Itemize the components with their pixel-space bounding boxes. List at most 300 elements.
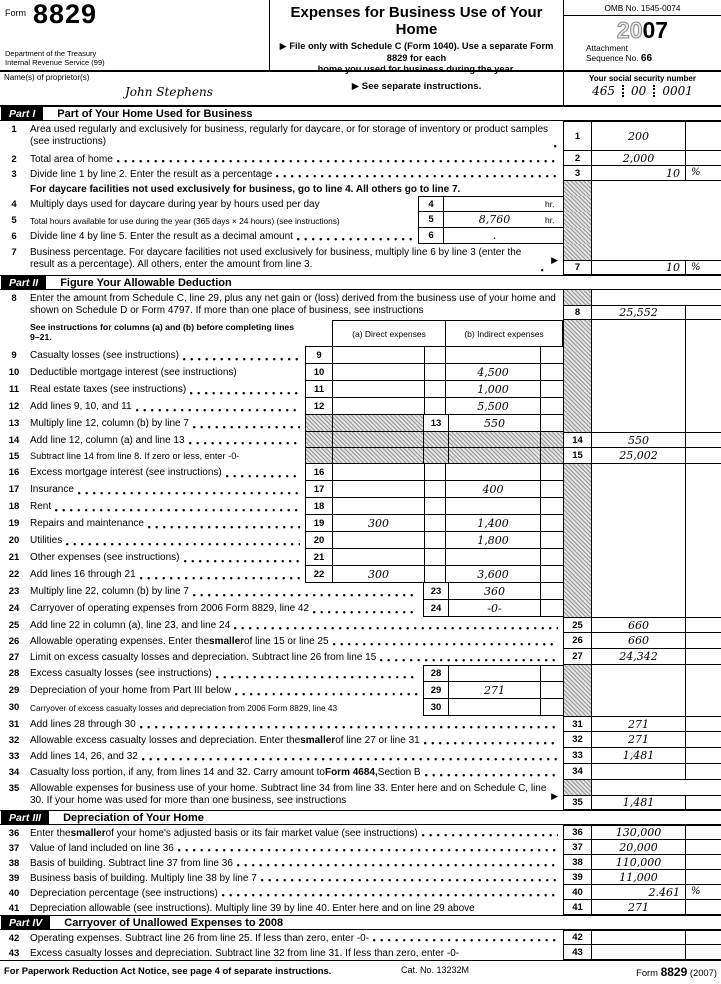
line-28-box-number: 28 [423,665,448,682]
part-tab: Part IV [1,916,50,929]
form-row-14 [0,432,721,448]
right-blank-cell [592,212,721,228]
form-row-35 [0,780,721,810]
part-tab: Part I [1,107,43,120]
line-25-amount-cents[interactable] [685,617,721,633]
label-text: Divide line 4 by line 5. Enter the result as a decimal amount [30,230,293,242]
right-blank-cell [592,549,685,566]
label-text: Depreciation allowable (see instructions). Multiply line 39 by line 40. Enter here and on line 29 above [30,902,475,914]
line-10-indirect-cents[interactable] [540,364,563,381]
omb-number: OMB No. 1545-0074 [564,0,721,16]
line-39-amount-cents[interactable] [685,870,721,885]
line-33-amount[interactable]: 1,481 [592,748,685,764]
line-30-box-number: 30 [423,699,448,716]
dot-leader [425,767,558,778]
ssn-part-1[interactable]: 465 [592,84,616,98]
line-12-indirect-value[interactable]: 5,500 [445,398,540,415]
line-33-amount-cents[interactable] [685,748,721,764]
line-17-indirect-cents[interactable] [540,481,563,498]
form-row-19 [0,515,721,532]
catalog-number: Cat. No. 13232M [401,965,470,975]
label-text: Basis of building. Subtract line 37 from line 36 [30,857,233,869]
right-blank-cell [592,398,685,415]
line-15-amount[interactable]: 25,002 [592,448,685,464]
form-row-20 [0,532,721,549]
see-instructions-note: ▶ See separate instructions. [351,80,482,92]
line-7-right-group [563,244,721,275]
line-24-value[interactable]: -0- [448,600,540,617]
form-body [0,106,721,960]
line-25-label [28,617,563,633]
line-36-amount-cents[interactable] [685,825,721,840]
line-27-amount[interactable]: 24,342 [592,649,685,665]
line-20-direct-value[interactable] [332,532,424,549]
line-24-label [28,600,423,617]
part-tab: Part III [1,811,49,824]
right-blank-cents [685,515,721,532]
line-8-number: 8 [11,292,17,304]
line-12-direct-cents[interactable] [424,398,445,415]
line-6-box-number: 6 [418,228,443,244]
line-41-amount-cents[interactable] [685,900,721,915]
line-16-indirect-cents[interactable] [540,464,563,481]
line-20-number: 20 [8,534,20,546]
omb-year-block [563,0,721,70]
right-blank-cell [592,566,685,583]
form-row-29 [0,682,721,699]
line-note-number [0,181,28,196]
line-38-amount-cents[interactable] [685,855,721,870]
hatch-cell [563,464,592,481]
label-text: For daycare facilities not used exclusively for business, go to line 4. All others go to line 7. [30,183,461,195]
line-41-right-number: 41 [563,900,592,915]
line-26-number: 26 [8,635,20,647]
label-text: smaller [70,827,106,839]
label-text: Rent [30,500,52,512]
line-13-cents[interactable] [540,415,563,432]
form-row-17 [0,481,721,498]
hatch-cell [540,448,563,464]
line-1-amount-cents[interactable] [685,121,721,151]
dot-leader [78,484,300,496]
line-37-amount[interactable]: 20,000 [592,840,685,855]
line-42-amount-cents[interactable] [685,930,721,945]
hatch-cell [563,532,592,549]
label-text: Add lines 9, 10, and 11 [30,400,132,412]
footer-form-id [571,965,721,984]
line-21-direct-value[interactable] [332,549,424,566]
line-21-direct-cents[interactable] [424,549,445,566]
form-number: 8829 [33,0,98,29]
line-6-label [28,228,418,244]
line-5-unit: hr. [545,214,555,225]
line-32-amount-cents[interactable] [685,732,721,748]
line-2-amount-cents[interactable] [685,151,721,166]
dot-leader [189,435,300,446]
line-11-direct-cents[interactable] [424,381,445,398]
line-22-direct-value[interactable]: 300 [332,566,424,583]
hatch-cell [332,448,423,464]
form-row-31 [0,716,721,732]
part-band-part-iv [0,915,721,930]
line-7-number: 7 [11,246,17,258]
line-24-cents[interactable] [540,600,563,617]
line-16-indirect-value[interactable] [445,464,540,481]
line-35-right-number: 35 [563,795,592,810]
line-22-indirect-value[interactable]: 3,600 [445,566,540,583]
hatch-cell [563,196,592,212]
dot-leader [333,636,558,647]
form-row-27 [0,649,721,665]
attachment-label: Attachment [586,43,628,53]
label-text: Insurance [30,483,74,495]
dot-leader [373,933,558,943]
line-23-cents[interactable] [540,583,563,600]
line-24-number: 24 [8,602,20,614]
line-14-amount-cents[interactable] [685,432,721,448]
line-28-value[interactable] [448,665,540,682]
line-4-entry[interactable] [443,196,563,212]
label-text: Total hours available for use during the year (365 days × 24 hours) (see instructions) [30,216,340,226]
line-19-direct-value[interactable]: 300 [332,515,424,532]
dot-leader [142,751,558,762]
hatch-cell [563,498,592,515]
line-35-right-box [563,795,721,810]
line-11-indirect-cents[interactable] [540,381,563,398]
label-text: smaller [300,734,336,746]
line-19-direct-cents[interactable] [424,515,445,532]
dot-leader [422,828,558,838]
proprietor-name-value[interactable]: John Stephens [125,85,213,99]
line-10-indirect-value[interactable]: 4,500 [445,364,540,381]
right-blank-cell [592,290,721,305]
hatch-cell [563,699,592,716]
right-blank-cell [592,583,685,600]
line-3-amount-cents[interactable]: % [685,166,721,181]
line-3-label [28,166,563,181]
line-16-direct-value[interactable] [332,464,424,481]
line-19-box-number: 19 [305,515,332,532]
line-30-label [28,699,423,716]
line-8-amount[interactable]: 25,552 [592,305,685,320]
dot-leader [554,124,558,149]
line-43-amount-cents[interactable] [685,945,721,960]
line-20-box-number: 20 [305,532,332,549]
form-row-38 [0,855,721,870]
hatch-cell [563,290,592,305]
form-row-3 [0,166,721,181]
line-9-direct-cents[interactable] [424,347,445,364]
right-blank-cents [685,600,721,617]
line-18-indirect-value[interactable] [445,498,540,515]
form-row-11 [0,381,721,398]
line-21-indirect-cents[interactable] [540,549,563,566]
line-11-direct-value[interactable] [332,381,424,398]
line-43-amount[interactable] [592,945,685,960]
right-blank-cents [685,381,721,398]
right-arrow-icon: ▶ [551,255,558,266]
line-8-right-box [563,305,721,320]
line-35-number: 35 [8,782,20,794]
line-12-direct-value[interactable] [332,398,424,415]
right-blank-cell [592,181,721,196]
line-23-number: 23 [8,585,20,597]
line-30-cents[interactable] [540,699,563,716]
line-37-number: 37 [8,842,20,854]
right-blank-cents [685,682,721,699]
line-17-direct-value[interactable] [332,481,424,498]
line-26-amount-cents[interactable] [685,633,721,649]
right-arrow-icon: ▶ [551,790,558,801]
dot-leader [226,467,300,479]
form-title-block [270,0,563,92]
line-13-box-number: 13 [423,415,448,432]
line-28-cents[interactable] [540,665,563,682]
sequence-label [586,53,721,66]
right-blank-cell [592,381,685,398]
line-18-label [28,498,305,515]
line-4-label [28,196,418,212]
line-42-amount[interactable] [592,930,685,945]
right-blank-cents [685,481,721,498]
right-blank-cell [592,196,721,212]
line-21-number: 21 [8,551,20,563]
line-10-direct-cents[interactable] [424,364,445,381]
right-blank-cell [592,464,685,481]
line-43-number: 43 [8,947,20,959]
line-17-number: 17 [8,483,20,495]
line-1-amount[interactable]: 200 [592,121,685,151]
line-17-direct-cents[interactable] [424,481,445,498]
dot-leader [148,518,300,530]
line-20-indirect-value[interactable]: 1,800 [445,532,540,549]
line-21-label [28,549,305,566]
dot-leader [140,719,558,730]
hatch-cell [332,432,423,448]
line-38-number: 38 [8,857,20,869]
form-row-4 [0,196,721,212]
line-23-box-number: 23 [423,583,448,600]
dot-leader [55,501,300,513]
line-38-label [28,855,563,870]
ssn-part-3[interactable]: 0001 [653,85,700,97]
part-title: Part of Your Home Used for Business [57,107,253,120]
right-blank-cents [685,320,721,347]
label-text: Add line 22 in column (a), line 23, and line 24 [30,619,231,631]
line-5-number: 5 [11,214,17,226]
line-29-value[interactable]: 271 [448,682,540,699]
form-row-22 [0,566,721,583]
line-38-amount[interactable]: 110,000 [592,855,685,870]
dot-leader [183,350,300,362]
label-text: Multiply days used for daycare during year by hours used per day [30,198,320,210]
line-7-right-number: 7 [563,260,592,275]
line-18-direct-value[interactable] [332,498,424,515]
line-20-direct-cents[interactable] [424,532,445,549]
line-25-amount[interactable]: 660 [592,617,685,633]
hatch-cell [563,228,592,244]
form-row-note [0,320,721,347]
footer-form-year: (2007) [687,967,717,978]
part-title: Depreciation of Your Home [63,811,204,824]
label-text: Depreciation of your home from Part III below [30,684,232,696]
line-21-box-number: 21 [305,549,332,566]
label-text: Excess mortgage interest (see instructions) [30,466,222,478]
ssn-part-2[interactable]: 00 [622,85,653,97]
tax-year [564,19,721,42]
right-blank-cents [685,364,721,381]
line-2-amount[interactable]: 2,000 [592,151,685,166]
line-33-label [28,748,563,764]
label-text: Enter the [30,827,71,839]
line-17-label [28,481,305,498]
line-18-indirect-cents[interactable] [540,498,563,515]
label-text: Depreciation percentage (see instructions) [30,887,218,899]
right-blank-cents [685,532,721,549]
hatch-cell [540,432,563,448]
right-blank-cents [685,665,721,682]
line-1-number: 1 [11,123,17,135]
line-16-direct-cents[interactable] [424,464,445,481]
right-fill [563,780,721,795]
line-34-amount-cents[interactable] [685,764,721,780]
line-35-amount-cents[interactable] [685,795,721,810]
line-40-amount-cents[interactable]: % [685,885,721,900]
line-21-indirect-value[interactable] [445,549,540,566]
line-27-amount-cents[interactable] [685,649,721,665]
line-7-amount[interactable]: 10 [592,260,685,275]
line-19-label [28,515,305,532]
hatch-cell [423,448,448,464]
hatch-cell [305,432,332,448]
line-26-label [28,633,563,649]
line-36-amount[interactable]: 130,000 [592,825,685,840]
line-15-amount-cents[interactable] [685,448,721,464]
label-text: of line 27 or line 31 [335,734,420,746]
line-35-amount[interactable]: 1,481 [592,795,685,810]
line-37-label [28,840,563,855]
line-12-box-number: 12 [305,398,332,415]
line-31-amount[interactable]: 271 [592,716,685,732]
form-title: Expenses for Business Use of Your Home [290,4,543,38]
line-36-number: 36 [8,827,20,839]
hatch-cell [563,682,592,699]
line-4-number: 4 [11,198,17,210]
label-text: Excess casualty losses (see instructions) [30,667,212,679]
form-row-15 [0,448,721,464]
hatch-cell [563,347,592,364]
line-6-entry[interactable] [443,228,563,244]
line-41-number: 41 [8,902,20,914]
label-text: Utilities [30,534,63,546]
form-row-39 [0,870,721,885]
label-text: See instructions for columns (a) and (b) before completing lines 9–21. [30,322,295,342]
line-6-value[interactable]: . [492,229,497,242]
part-band-part-iii [0,810,721,825]
right-blank-cents [685,347,721,364]
ssn-value[interactable] [564,85,721,97]
dot-leader [184,552,300,564]
line-23-value[interactable]: 360 [448,583,540,600]
line-41-amount[interactable]: 271 [592,900,685,915]
dot-leader [216,668,418,680]
dot-leader [193,586,418,598]
label-text: Total area of home [30,153,113,165]
label-text: Add line 12, column (a) and line 13 [30,434,185,446]
line-9-indirect-value[interactable] [445,347,540,364]
form-subtitle [278,41,555,76]
right-blank-cents [685,498,721,515]
line-40-amount[interactable]: 2.461 [592,885,685,900]
label-text: Value of land included on line 36 [30,842,174,854]
line-19-indirect-value[interactable]: 1,400 [445,515,540,532]
form-number-block [0,0,270,70]
line-29-cents[interactable] [540,682,563,699]
line-17-indirect-value[interactable]: 400 [445,481,540,498]
line-1-label [28,121,563,151]
line-5-entry[interactable] [443,212,563,228]
line-29-label [28,682,423,699]
line-5-value[interactable]: 8,760 [478,213,511,226]
name-row [0,72,721,106]
line-22-direct-cents[interactable] [424,566,445,583]
line-11-number: 11 [8,383,20,395]
line-1-right-number: 1 [563,121,592,151]
line-32-amount[interactable]: 271 [592,732,685,748]
line-9-number: 9 [11,349,17,361]
line-37-right-number: 37 [563,840,592,855]
line-11-indirect-value[interactable]: 1,000 [445,381,540,398]
label-text: Casualty losses (see instructions) [30,349,179,361]
line-30-value[interactable] [448,699,540,716]
line-31-amount-cents[interactable] [685,716,721,732]
line-26-amount[interactable]: 660 [592,633,685,649]
line-10-box-number: 10 [305,364,332,381]
line-18-direct-cents[interactable] [424,498,445,515]
line-14-amount[interactable]: 550 [592,432,685,448]
line-20-indirect-cents[interactable] [540,532,563,549]
dot-leader [380,652,558,663]
line-14-right-number: 14 [563,432,592,448]
line-34-amount[interactable] [592,764,685,780]
line-9-direct-value[interactable] [332,347,424,364]
line-42-label [28,930,563,945]
line-22-indirect-cents[interactable] [540,566,563,583]
label-text: Multiply line 22, column (b) by line 7 [30,585,189,597]
line-33-right-number: 33 [563,748,592,764]
right-blank-cents [685,583,721,600]
line-41-label [28,900,563,915]
line-39-amount[interactable]: 11,000 [592,870,685,885]
line-7-amount-cents[interactable]: % [685,260,721,275]
line-13-value[interactable]: 550 [448,415,540,432]
label-text: of your home's adjusted basis or its fair market value (see instructions) [105,827,418,839]
line-37-amount-cents[interactable] [685,840,721,855]
hatch-cell [563,381,592,398]
line-10-label [28,364,305,381]
line-10-direct-value[interactable] [332,364,424,381]
line-7-label [28,244,563,275]
line-12-indirect-cents[interactable] [540,398,563,415]
line-3-amount[interactable]: 10 [592,166,685,181]
form-row-10 [0,364,721,381]
line-9-indirect-cents[interactable] [540,347,563,364]
line-32-label [28,732,563,748]
line-29-box-number: 29 [423,682,448,699]
line-10-number: 10 [8,366,20,378]
line-8-amount-cents[interactable] [685,305,721,320]
line-19-indirect-cents[interactable] [540,515,563,532]
